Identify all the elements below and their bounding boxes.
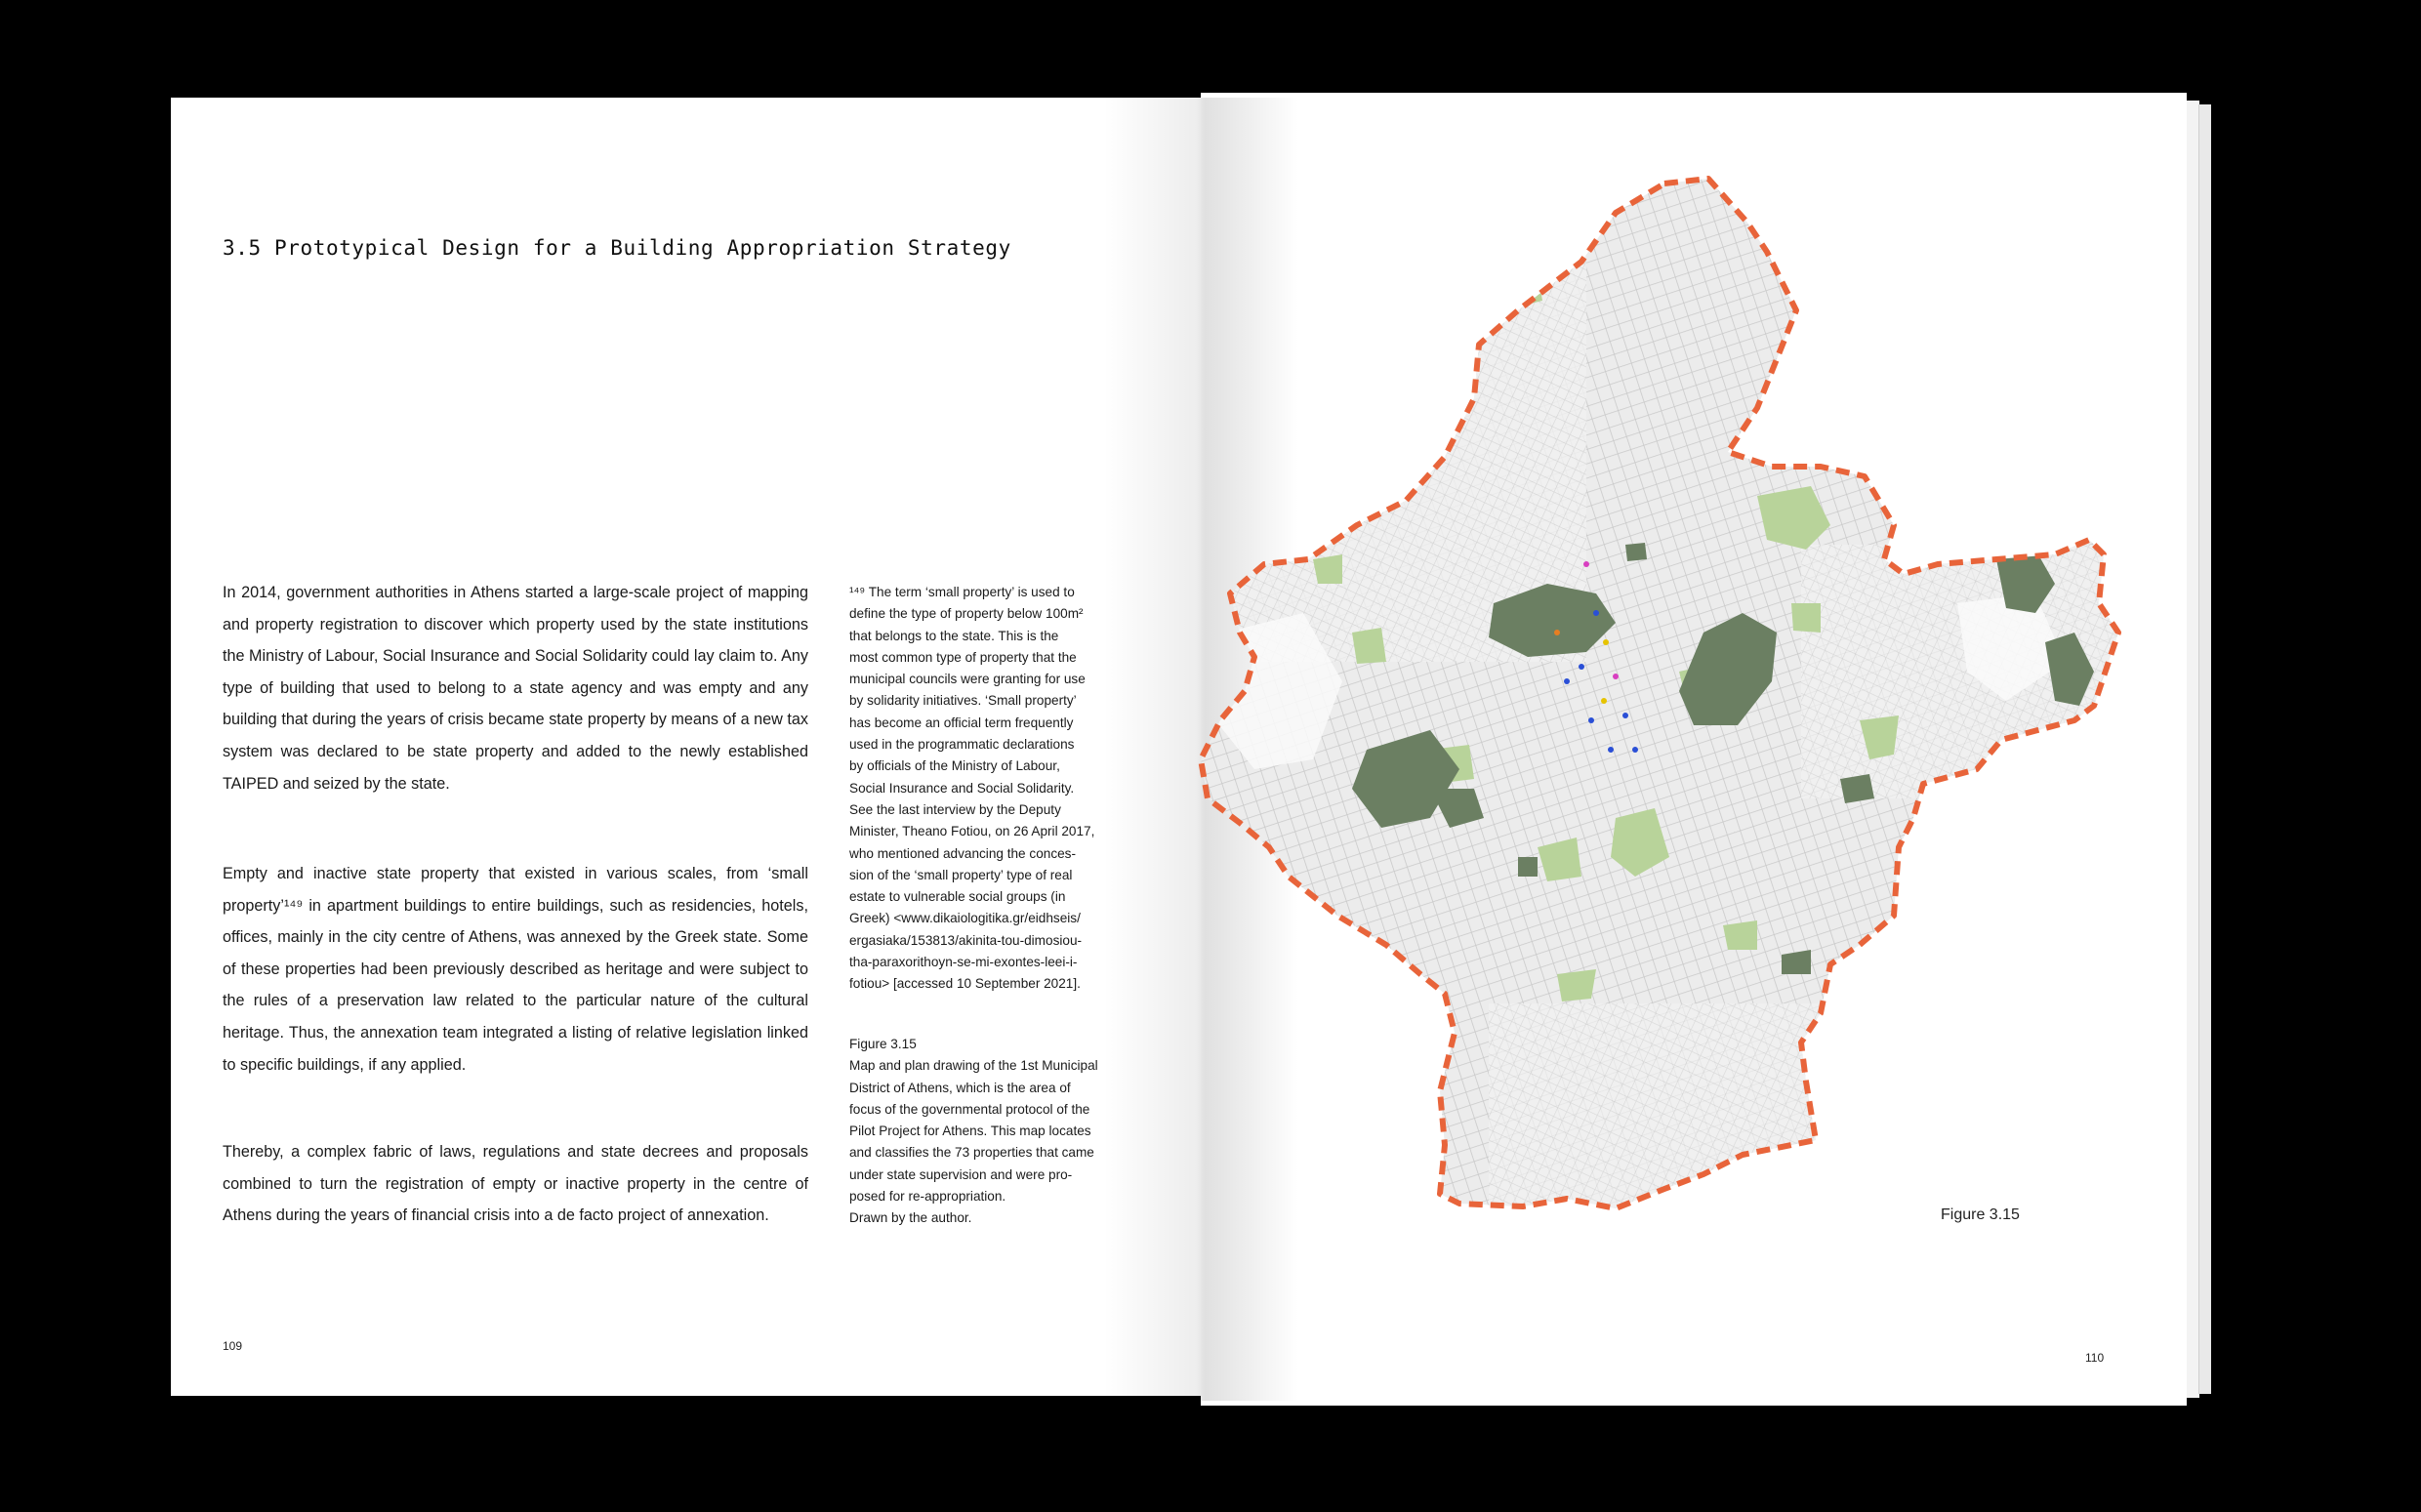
paragraph-text: Empty and inactive state property that existed in various scales, from ‘small property’¹⁴⁹ in apartment buildings to entire buildings, such as residencies, hotels, offices, mainly in the city centre of Athens, was annexed by the Greek state. Some of these properties had been previously described as heritage and were subject to the rules of a preservation law related to the particular nature of the cultural heritage. Thus, the annexation team integrated a listing of relative legislation linked to specific buildings, if any applied. (223, 865, 808, 1074)
page-number-right: 110 (2085, 1351, 2105, 1365)
section-heading: 3.5 Prototypical Design for a Building Appropriation Strategy (223, 236, 1011, 260)
caption-title: Figure 3.15 (849, 1037, 917, 1051)
caption-text: Map and plan drawing of the 1st Municipal District of Athens, which is the area of focus of the governmental protocol of the Pilot Project for Athens. This map locates and classifies the 73 properties that came under state supervision and were pro- posed for re-appropriation. Drawn by the author. (849, 1058, 1098, 1226)
figure-caption (849, 1034, 1132, 1230)
athens-district-map (1196, 174, 2133, 1296)
figure-label: Figure 3.15 (1941, 1206, 2020, 1223)
body-paragraph-1 (223, 577, 808, 799)
footnote-149 (849, 582, 1132, 996)
body-paragraph-2 (223, 858, 808, 1081)
footnote-text: ¹⁴⁹ The term ‘small property’ is used to define the type of property below 100m² that belongs to the state. This is the most common type of property that the municipal councils were granting for use by solidarity initiatives. ‘Small property’ has become an official term frequently used in the programmatic declarations by officials of the Ministry of Labour, Social Insurance and Social Solidarity. See the last interview by the Deputy Minister, Theano Fotiou, on 26 April 2017, who mentioned advancing the conces- sion of the ‘small property’ type of real estate to vulnerable social groups (in Greek) <www.dikaiologitika.gr/eidhseis/ ergasiaka/153813/akinita-tou-dimosiou- tha-paraxorithoyn-se-mi-exontes-leei-i- fotiou> [accessed 10 September 2021]. (849, 585, 1095, 992)
body-paragraph-3 (223, 1136, 808, 1232)
paragraph-text: Thereby, a complex fabric of laws, regulations and state decrees and proposals combined to turn the registration of empty or inactive property in the centre of Athens during the years of financial crisis into a de facto project of annexation. (223, 1143, 808, 1225)
page-number-left: 109 (223, 1339, 243, 1353)
paragraph-text: In 2014, government authorities in Athens started a large-scale project of mapping and property registration to discover which property used by the state institutions the Ministry of Labour, Social Insurance and Social Solidarity could lay claim to. Any type of building that used to belong to a state agency and was empty and any building that during the years of crisis became state property by means of a new tax system was declared to be state property and added to the newly established TAIPED and seized by the state. (223, 584, 808, 793)
